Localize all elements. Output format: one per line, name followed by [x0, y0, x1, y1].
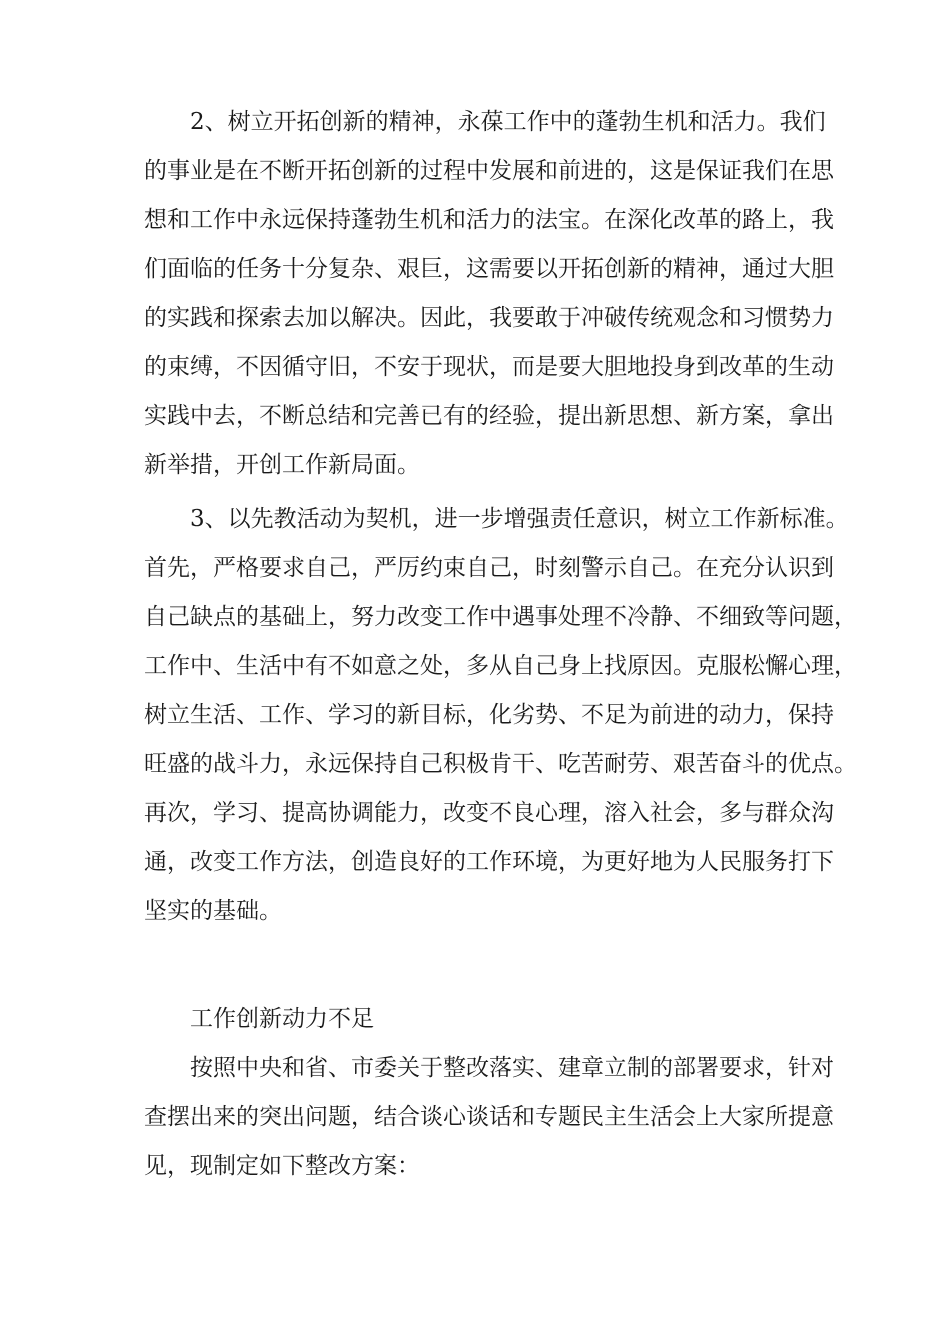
- text-line: 工作中、生活中有不如意之处，多从自己身上找原因。克服松懈心理，: [144, 653, 857, 679]
- text-line: 再次，学习、提高协调能力，改变不良心理，溶入社会，多与群众沟: [144, 800, 834, 826]
- text-line: 查摆出来的突出问题，结合谈心谈话和专题民主生活会上大家所提意: [144, 1104, 834, 1130]
- paragraph-innovation-spirit: [144, 98, 834, 490]
- text-line: 的束缚，不因循守旧，不安于现状，而是要大胆地投身到改革的生动: [144, 354, 834, 380]
- text-line: 实践中去，不断总结和完善已有的经验，提出新思想、新方案，拿出: [144, 403, 834, 429]
- text-line: 按照中央和省、市委关于整改落实、建章立制的部署要求，针对: [190, 1055, 834, 1081]
- text-line: 新举措，开创工作新局面。: [144, 452, 420, 478]
- heading-text: 工作创新动力不足: [190, 1006, 374, 1032]
- paragraph-rectification-plan: [144, 1044, 834, 1191]
- text-line: 坚实的基础。: [144, 898, 282, 924]
- paragraph-responsibility: [144, 495, 857, 936]
- text-line: 树立生活、工作、学习的新目标，化劣势、不足为前进的动力，保持: [144, 702, 834, 728]
- text-line: 想和工作中永远保持蓬勃生机和活力的法宝。在深化改革的路上，我: [144, 207, 834, 233]
- text-line: 3、以先教活动为契机，进一步增强责任意识，树立工作新标准。: [190, 506, 849, 532]
- text-line: 2、树立开拓创新的精神，永葆工作中的蓬勃生机和活力。我们: [190, 109, 826, 135]
- text-line: 旺盛的战斗力，永远保持自己积极肯干、吃苦耐劳、艰苦奋斗的优点。: [144, 751, 857, 777]
- text-line: 见，现制定如下整改方案：: [144, 1153, 420, 1179]
- section-heading: [144, 995, 816, 1044]
- text-line: 的实践和探索去加以解决。因此，我要敢于冲破传统观念和习惯势力: [144, 305, 834, 331]
- text-line: 自己缺点的基础上，努力改变工作中遇事处理不冷静、不细致等问题，: [144, 604, 857, 630]
- text-line: 的事业是在不断开拓创新的过程中发展和前进的，这是保证我们在思: [144, 158, 834, 184]
- text-line: 们面临的任务十分复杂、艰巨，这需要以开拓创新的精神，通过大胆: [144, 256, 834, 282]
- text-line: 通，改变工作方法，创造良好的工作环境，为更好地为人民服务打下: [144, 849, 834, 875]
- text-line: 首先，严格要求自己，严厉约束自己，时刻警示自己。在充分认识到: [144, 555, 834, 581]
